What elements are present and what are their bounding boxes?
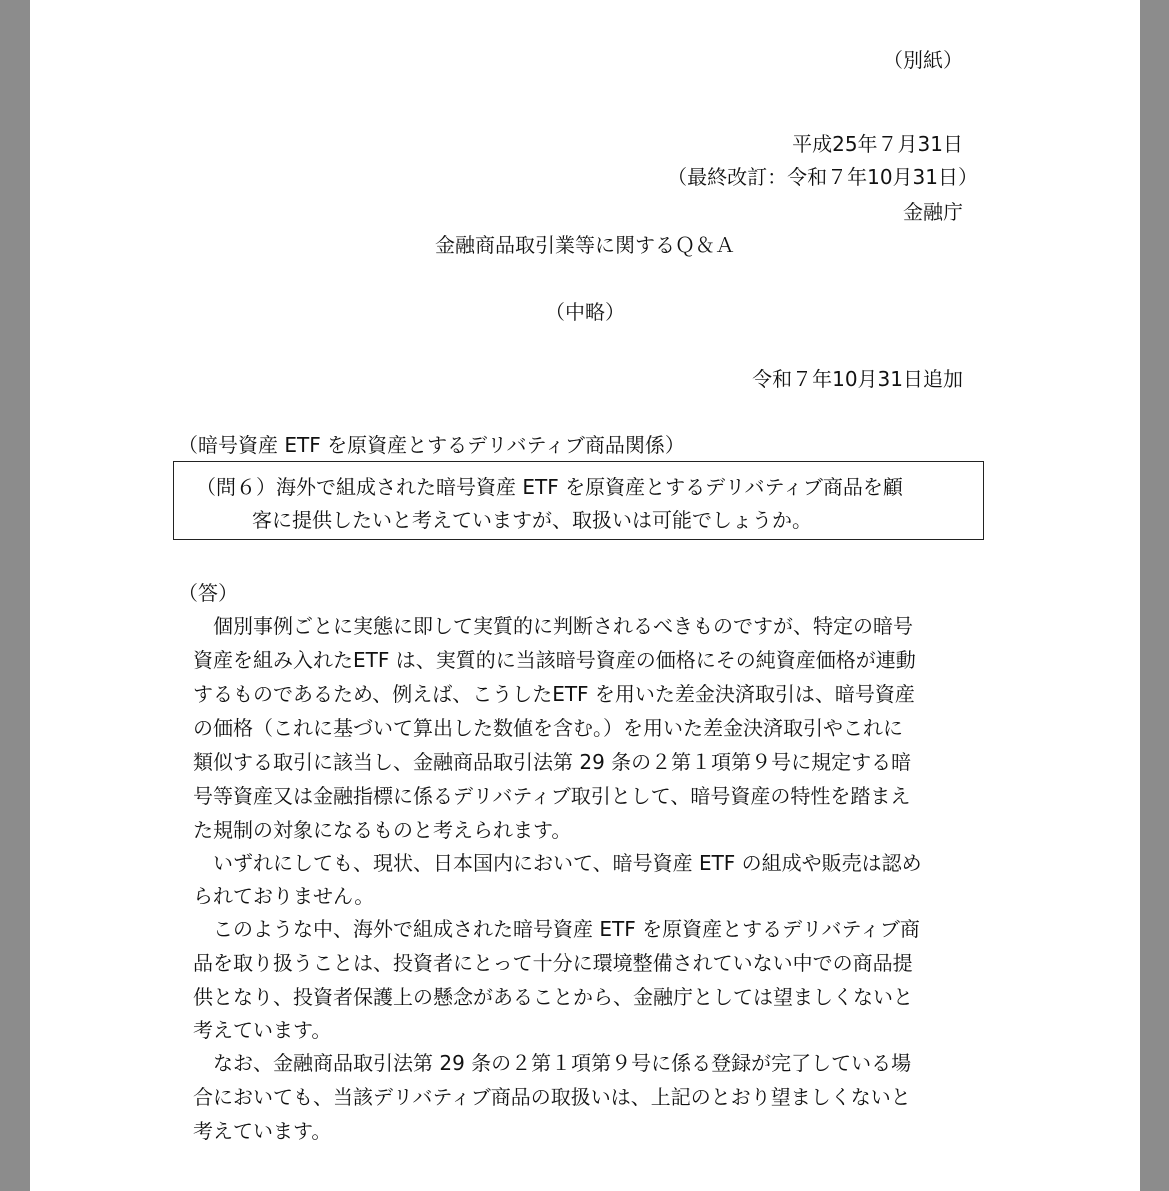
answer-line: 品を取り扱うことは、投資者にとって十分に環境整備されていない中での商品提 [193,951,913,975]
answer-line: このような中、海外で組成された暗号資産 ETF を原資産とするデリバティブ商 [193,917,920,941]
question-line-2: 客に提供したいと考えていますが、取扱いは可能でしょうか。 [252,508,812,532]
answer-line: 合においても、当該デリバティブ商品の取扱いは、上記のとおり望ましくないと [193,1085,911,1109]
section-heading: （暗号資産 ETF を原資産とするデリバティブ商品関係） [178,433,685,457]
answer-line: いずれにしても、現状、日本国内において、暗号資産 ETF の組成や販売は認め [193,851,922,875]
answer-line: 資産を組み入れたETF は、実質的に当該暗号資産の価格にその純資産価格が連動 [193,648,916,672]
answer-line: 個別事例ごとに実態に即して実質的に判断されるべきものですが、特定の暗号 [193,614,913,638]
answer-line: た規制の対象になるものと考えられます。 [193,818,572,842]
answer-line: 供となり、投資者保護上の懸念があることから、金融庁としては望ましくないと [193,985,913,1009]
revision-date: （最終改訂：令和７年10月31日） [667,165,978,189]
omitted-marker: （中略） [545,300,625,324]
answer-line: 考えています。 [193,1018,332,1042]
answer-line: の価格（これに基づいて算出した数値を含む。）を用いた差金決済取引やこれに [193,716,903,740]
document-title: 金融商品取引業等に関するＱ＆Ａ [435,233,735,257]
attachment-label: （別紙） [883,48,963,72]
added-date: 令和７年10月31日追加 [752,367,963,391]
answer-line: なお、金融商品取引法第 29 条の２第１項第９号に係る登録が完了している場 [193,1051,912,1075]
answer-line: するものであるため、例えば、こうしたETF を用いた差金決済取引は、暗号資産 [193,682,915,706]
answer-line: 号等資産又は金融指標に係るデリバティブ取引として、暗号資産の特性を踏まえ [193,784,911,808]
answer-line: 類似する取引に該当し、金融商品取引法第 29 条の２第１項第９号に規定する暗 [193,750,912,774]
answer-label: （答） [178,581,238,605]
document-page [30,0,1140,1191]
answer-line: 考えています。 [193,1119,332,1143]
question-box [173,461,984,540]
issue-date: 平成25年７月31日 [792,132,963,156]
issuer-name: 金融庁 [903,200,963,224]
question-line-1: （問６）海外で組成された暗号資産 ETF を原資産とするデリバティブ商品を顧 [196,475,903,499]
answer-line: られておりません。 [193,884,375,908]
